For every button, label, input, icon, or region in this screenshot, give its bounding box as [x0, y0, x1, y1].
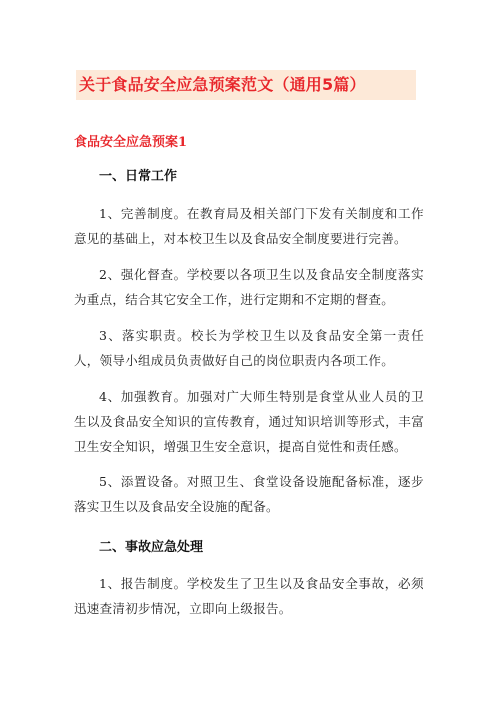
paragraph-1-1: 1、完善制度。在教育局及相关部门下发有关制度和工作意见的基础上，对本校卫生以及食品安全制度要进行完善。 [74, 206, 424, 246]
part1-heading: 一、日常工作 [99, 169, 178, 184]
section-heading: 食品安全应急预案1 [74, 135, 188, 150]
paragraph-1-5: 5、添置设备。对照卫生、食堂设备设施配备标准，逐步落实卫生以及食品安全设施的配备。 [74, 474, 424, 514]
paragraph-2-1: 1、报告制度。学校发生了卫生以及食品安全事故，必须迅速查清初步情况，立即向上级报告。 [74, 576, 424, 616]
paragraph-1-2: 2、强化督查。学校要以各项卫生以及食品安全制度落实为重点，结合其它安全工作，进行定期和不定期的督查。 [74, 267, 424, 307]
paragraph-1-3: 3、落实职责。校长为学校卫生以及食品安全第一责任人，领导小组成员负责做好自己的岗位职责内各项工作。 [74, 328, 424, 368]
document-title: 关于食品安全应急预案范文（通用5篇） [79, 75, 366, 94]
part2-heading: 二、事故应急处理 [99, 540, 204, 555]
paragraph-1-4: 4、加强教育。加强对广大师生特别是食堂从业人员的卫生以及食品安全知识的宣传教育，通过知识培训等形式，丰富卫生安全知识，增强卫生安全意识，提高自觉性和责任感。 [74, 389, 424, 454]
